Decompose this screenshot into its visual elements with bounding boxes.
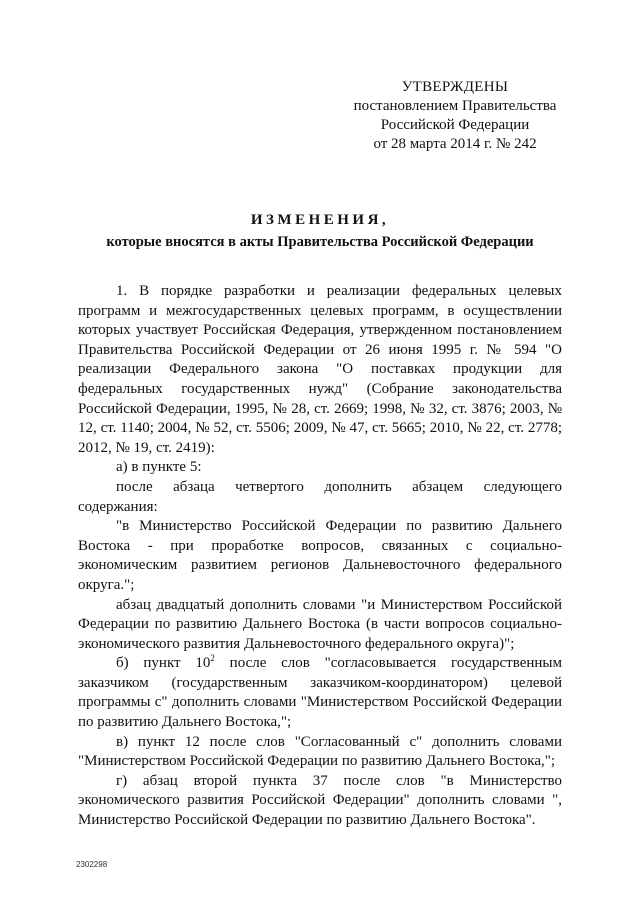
paragraph-twentieth: абзац двадцатый дополнить словами "и Министерством Российской Федерации по развитию Дальнего Востока (в части вопросов социально-экономического развития Дальневосточного федерального округа)"; [78, 596, 562, 652]
item-b-start: б) пункт 10 [116, 655, 211, 672]
paragraph-item-a: а) в пункте 5: [116, 459, 202, 476]
document-number: 2302298 [76, 860, 108, 869]
item-b-rest: после слов "согласовывается государственным заказчиком (государственным заказчиком-координатором) целевой программы с" дополнить словами "Министерством Российской Федерации по развитию Дальнего Востока,"; [78, 655, 562, 731]
document-body [78, 282, 562, 831]
paragraph-quote-ministry: "в Министерство Российской Федерации по развитию Дальнего Востока - при проработке вопросов, связанных с социально-экономическим развитием регионов Дальневосточного федерального округа."; [78, 518, 562, 593]
item-b-superscript: 2 [210, 653, 215, 664]
paragraph-after-fourth: после абзаца четвертого дополнить абзацем следующего содержания: [78, 478, 562, 515]
approval-heading: УТВЕРЖДЕНЫ [401, 79, 509, 95]
approval-line-date: от 28 марта 2014 г. № 242 [373, 136, 537, 152]
paragraph-item-v: в) пункт 12 после слов "Согласованный с" дополнить словами "Министерством Российской Федерации по развитию Дальнего Востока,"; [78, 733, 562, 770]
paragraph-item-b [78, 654, 562, 732]
document-title: ИЗМЕНЕНИЯ, [250, 212, 390, 228]
approval-line-country: Российской Федерации [380, 117, 530, 133]
document-subtitle: которые вносятся в акты Правительства Российской Федерации [106, 234, 534, 250]
approval-block [330, 78, 580, 154]
paragraph-item-g: г) абзац второй пункта 37 после слов "в Министерство экономического развития Российской Федерации" дополнить словами ", Министерство Российской Федерации по развитию Дальнего Востока". [78, 772, 562, 829]
paragraph-1: 1. В порядке разработки и реализации федеральных целевых программ и межгосударственных целевых программ, в осуществлении которых участвует Российская Федерация, утвержденном постановлением Правительства Российской Федерации от 26 июня 1995 г. № 594 "О реализации Федерального закона "О поставках продукции для федеральных государственных нужд" (Собрание законодательства Российской Федерации, 1995, № 28, ст. 2669; 1998, № 32, ст. 3876; 2003, № 12, ст. 1140; 2004, № 52, ст. 5506; 2009, № 47, ст. 5665; 2010, № 22, ст. 2778; 2012, № 19, ст. 2419): [78, 283, 562, 456]
approval-line-decree: постановлением Правительства [353, 98, 557, 114]
